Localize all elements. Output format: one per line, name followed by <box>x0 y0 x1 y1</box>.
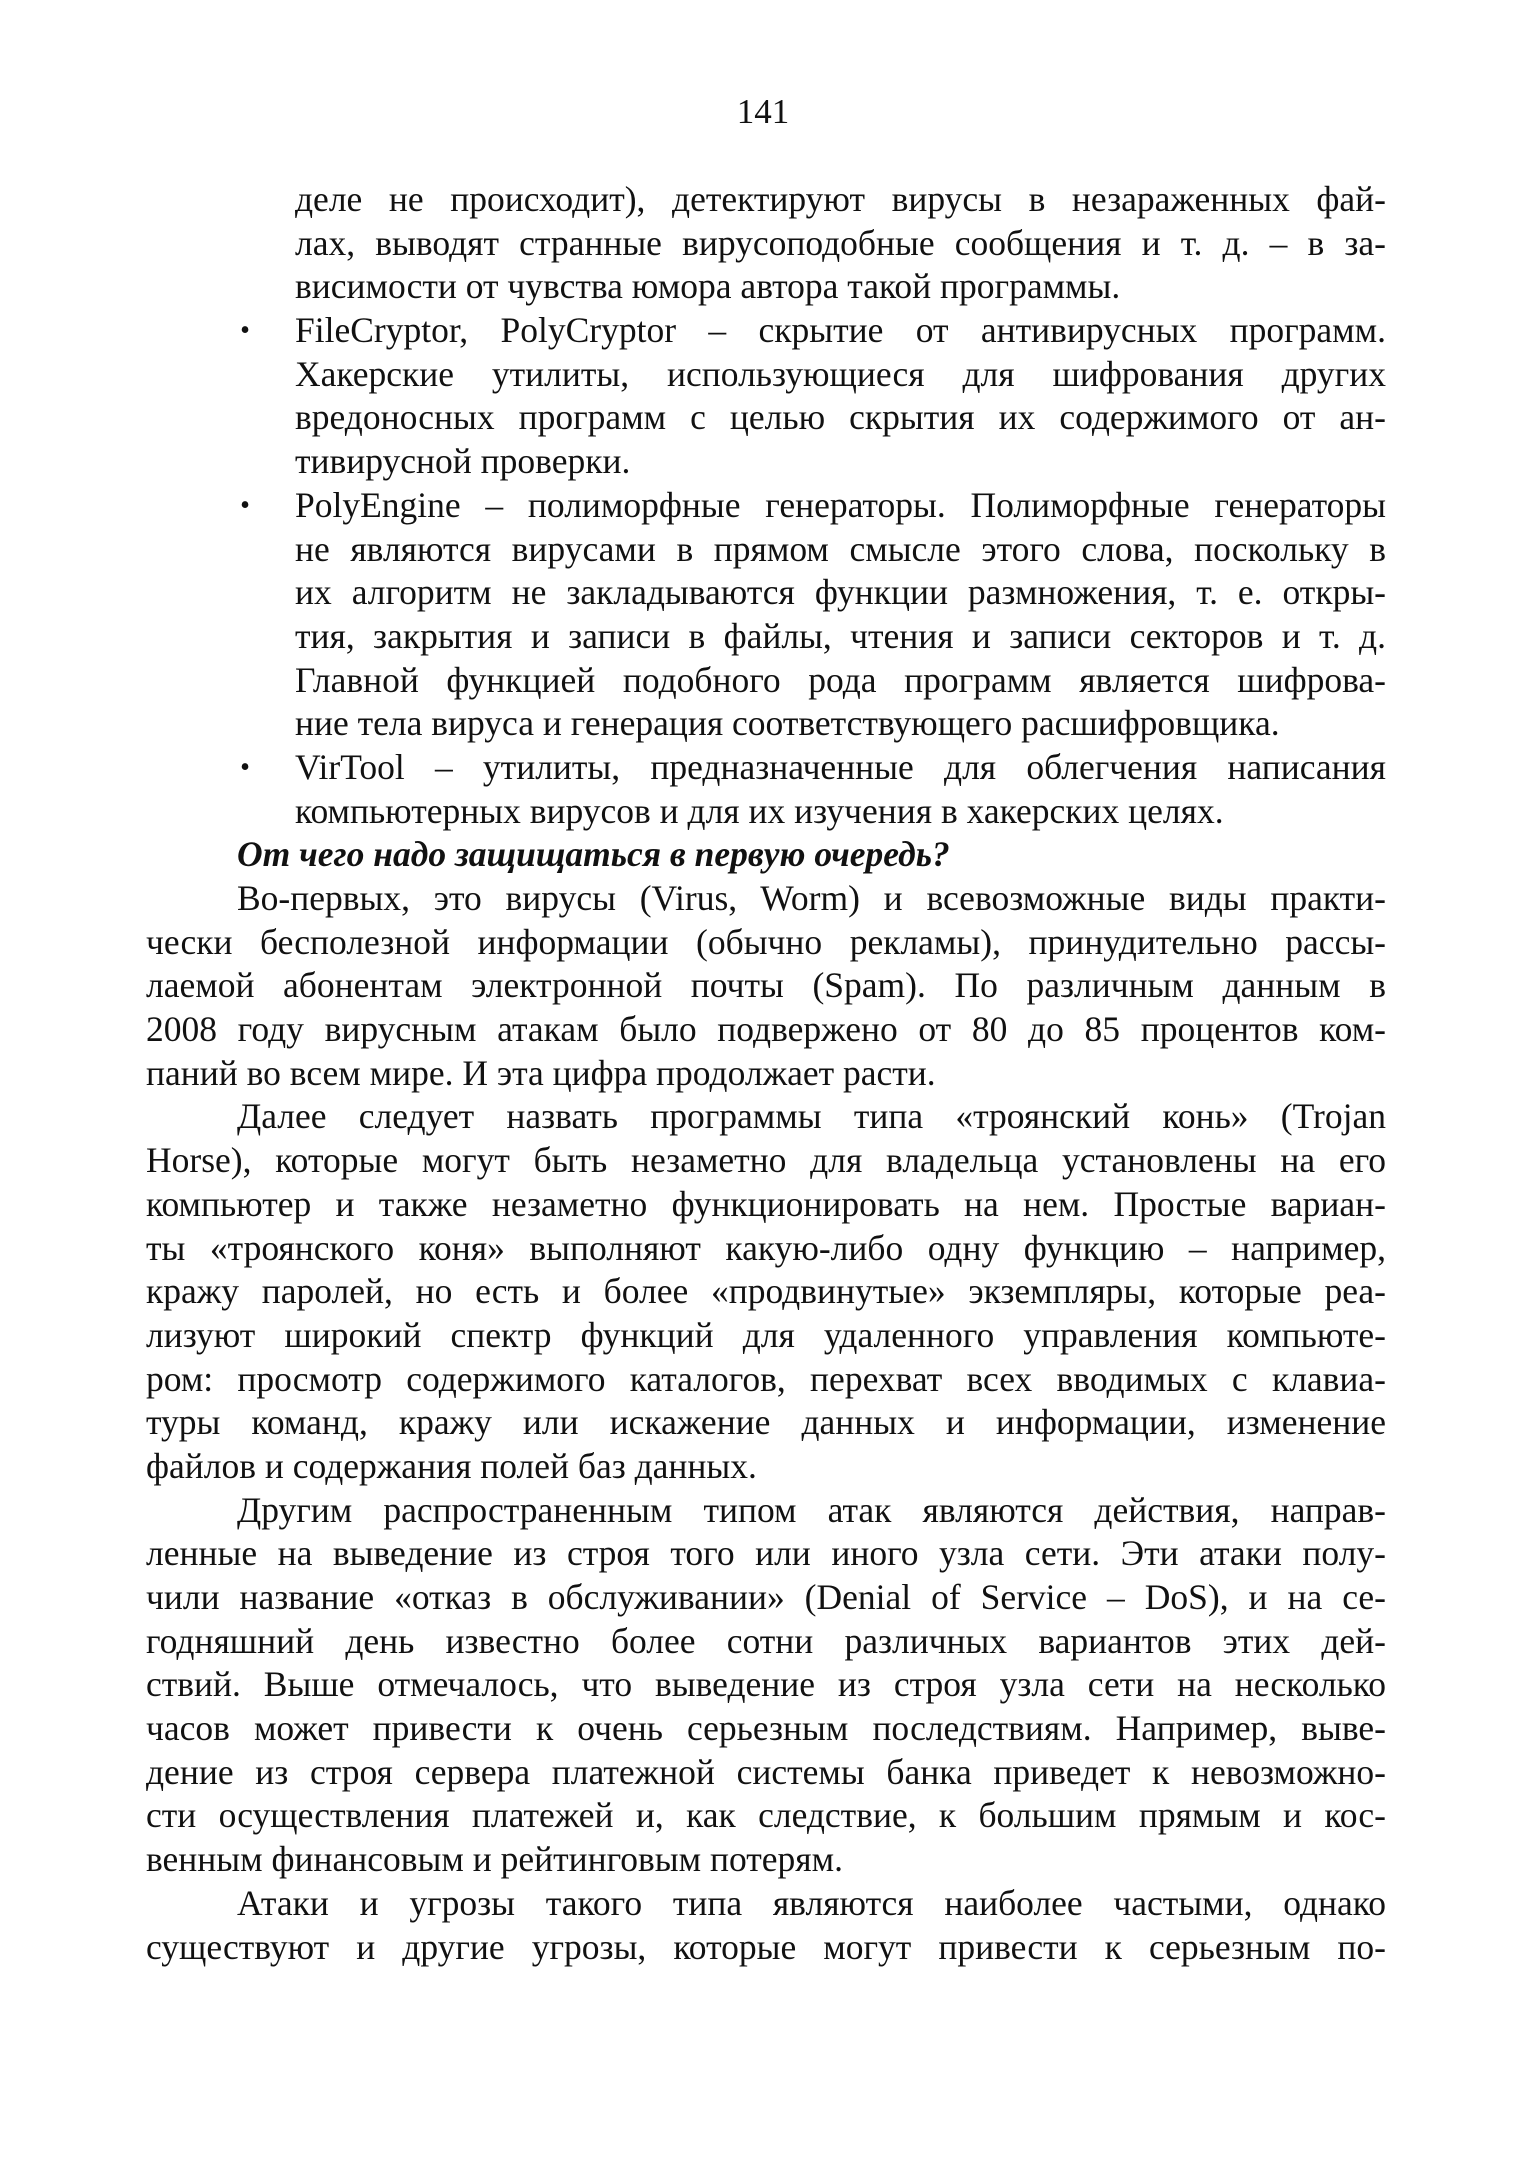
text-line: чески бесполезной информации (обычно рекламы), принудительно рассы- <box>146 921 1386 962</box>
text-line: годняшний день известно более сотни различных вариантов этих дей- <box>146 1620 1386 1661</box>
text-line: ты «троянского коня» выполняют какую-либо одну функцию – например, <box>146 1227 1386 1268</box>
section-heading: От чего надо защищаться в первую очередь? <box>237 834 950 875</box>
text-line: 2008 году вирусным атакам было подвержено от 80 до 85 процентов ком- <box>146 1009 1386 1050</box>
text-line: паний во всем мире. И эта цифра продолжает расти. <box>146 1052 936 1093</box>
text-line: лаемой абонентам электронной почты (Spam). По различным данным в <box>146 965 1386 1006</box>
text-line: Другим распространенным типом атак являются действия, направ- <box>237 1489 1386 1530</box>
text-line: чили название «отказ в обслуживании» (Denial of Service – DoS), и на се- <box>146 1577 1386 1617</box>
text-line: дение из строя сервера платежной системы банка приведет к невозможно- <box>146 1751 1386 1792</box>
text-line: туры команд, кражу или искажение данных и информации, изменение <box>146 1402 1386 1443</box>
text-line: тивирусной проверки. <box>295 441 631 482</box>
text-line: Главной функцией подобного рода программ является шифрова- <box>295 659 1386 700</box>
bullet-item-filecryptor <box>146 309 1386 484</box>
text-line: сти осуществления платежей и, как следствие, к большим прямым и кос- <box>146 1795 1386 1836</box>
paragraph-denial-of-service <box>146 1489 1386 1882</box>
text-line: деле не происходит), детектируют вирусы в незараженных фай- <box>295 179 1386 219</box>
text-line: компьютерных вирусов и для их изучения в хакерских целях. <box>295 790 1224 831</box>
text-line: VirTool – утилиты, предназначенные для облегчения написания <box>295 746 1386 787</box>
text-line: FileCryptor, PolyCryptor – скрытие от антивирусных программ. <box>295 310 1386 351</box>
text-line: ленные на выведение из строя того или иного узла сети. Эти атаки полу- <box>146 1533 1386 1574</box>
paragraph-other-threats <box>146 1882 1386 1969</box>
text-line: их алгоритм не закладываются функции размножения, т. е. откры- <box>295 572 1386 613</box>
text-line: PolyEngine – полиморфные генераторы. Полиморфные генераторы <box>295 484 1386 525</box>
text-line: висимости от чувства юмора автора такой программы. <box>295 266 1121 307</box>
text-line: часов может привести к очень серьезным последствиям. Например, выве- <box>146 1708 1386 1749</box>
text-line: Во-первых, это вирусы (Virus, Worm) и всевозможные виды практи- <box>237 878 1386 918</box>
text-line: тия, закрытия и записи в файлы, чтения и записи секторов и т. д. <box>295 615 1386 656</box>
bullet-icon: • <box>240 489 250 521</box>
bullet-icon: • <box>240 315 250 347</box>
bullet-item-polyengine <box>146 484 1386 746</box>
text-line: Атаки и угрозы такого типа являются наиболее частыми, однако <box>237 1882 1386 1923</box>
text-line: компьютер и также незаметно функционировать на нем. Простые вариан- <box>146 1183 1386 1224</box>
bullet-icon: • <box>240 751 250 783</box>
bullet-item-virtool <box>146 746 1386 833</box>
page-number: 141 <box>736 92 790 131</box>
text-line: не являются вирусами в прямом смысле этого слова, поскольку в <box>295 528 1386 569</box>
page-body <box>146 178 1386 1969</box>
paragraph-viruses-spam <box>146 877 1386 1095</box>
text-line: существуют и другие угрозы, которые могут привести к серьезным по- <box>146 1926 1386 1967</box>
text-line: вредоносных программ с целью скрытия их содержимого от ан- <box>295 397 1386 438</box>
paragraph-trojan-horse <box>146 1095 1386 1488</box>
bullet-list <box>146 309 1386 833</box>
text-line: кражу паролей, но есть и более «продвинутые» экземпляры, которые реа- <box>146 1271 1386 1312</box>
text-line: венным финансовым и рейтинговым потерям. <box>146 1839 843 1880</box>
intro-continuation <box>146 178 1386 309</box>
text-line: Далее следует назвать программы типа «троянский конь» (Trojan <box>237 1096 1386 1137</box>
text-line: лах, выводят странные вирусоподобные сообщения и т. д. – в за- <box>295 222 1386 263</box>
text-line: Хакерские утилиты, использующиеся для шифрования других <box>295 353 1386 394</box>
text-line: ние тела вируса и генерация соответствующего расшифровщика. <box>295 703 1280 744</box>
text-line: файлов и содержания полей баз данных. <box>146 1445 757 1486</box>
text-line: Horse), которые могут быть незаметно для владельца установлены на его <box>146 1140 1386 1181</box>
text-line: ствий. Выше отмечалось, что выведение из строя узла сети на несколько <box>146 1664 1386 1705</box>
text-line: ром: просмотр содержимого каталогов, перехват всех вводимых с клавиа- <box>146 1358 1386 1399</box>
text-line: лизуют широкий спектр функций для удаленного управления компьюте- <box>146 1314 1386 1355</box>
